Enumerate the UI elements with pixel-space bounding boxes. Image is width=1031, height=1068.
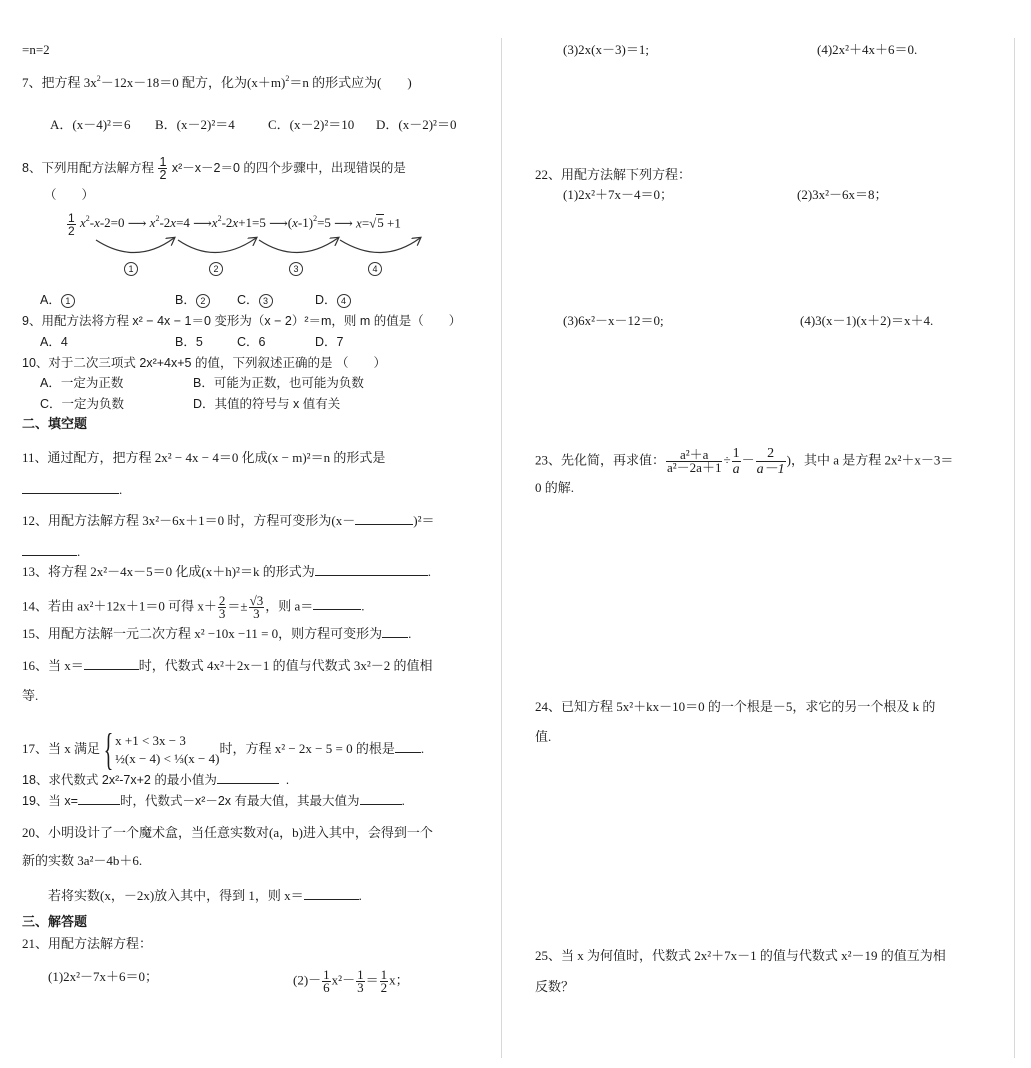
step-1: $x^2-2x=4$: [149, 214, 190, 231]
question-18: 18、求代数式 2x²-7x+2 的最小值为 .: [22, 773, 290, 787]
q8-text-a: 下列用配方法解方程: [41, 160, 154, 175]
q7-option-a[interactable]: A．(x－4)²＝6: [50, 117, 131, 132]
q19-blank-2[interactable]: [360, 792, 402, 805]
q14-frac-sqrt: $\frac{√3}{3}$: [249, 593, 264, 621]
question-7: [22, 75, 412, 91]
step-3: $(x-1)^2=5$: [287, 214, 331, 231]
question-22: 22、用配方法解下列方程：: [535, 167, 692, 182]
q9-option-a[interactable]: A．4: [40, 335, 68, 349]
question-24-line1: 24、已知方程 5x²＋kx－10＝0 的一个根是－5，求它的另一个根及 k 的: [535, 699, 936, 714]
section-3-title: 三、解答题: [22, 915, 88, 930]
q23-tail: 0 的解.: [535, 480, 575, 495]
step-4: x=√5 +1: [356, 215, 401, 231]
q21-part-3: (3)2x(x－3)＝1;: [563, 42, 649, 57]
q16-blank[interactable]: [84, 657, 139, 670]
q14-frac: $\frac{2}{3}$: [218, 593, 226, 621]
q6-tail: =n=2: [22, 42, 50, 57]
section-2-title: 二、填空题: [22, 417, 88, 432]
q8-steps-row: [66, 212, 401, 237]
question-13: 13、将方程 2x²－4x－5＝0 化成(x＋h)²＝k 的形式为 .: [22, 564, 431, 579]
q8-paren: （ ）: [44, 188, 95, 202]
q21-part-1: (1)2x²－7x＋6＝0；: [48, 969, 159, 984]
question-8: [22, 156, 406, 181]
q22-part-3: (3)6x²－x－12＝0;: [563, 313, 664, 328]
q8-number: 8、: [22, 160, 42, 175]
question-15: 15、用配方法解一元二次方程 x² −10x −11 = 0，则方程可变形为 .: [22, 626, 412, 641]
q7-text-b: －12x－18＝0 配方，化为(x＋m): [100, 75, 286, 90]
q7-option-b[interactable]: B．(x－2)²＝4: [155, 117, 235, 132]
question-20-line3: 若将实数(x，－2x)放入其中，得到 1，则 x＝ .: [48, 888, 362, 903]
question-21: 21、用配方法解方程：: [22, 936, 153, 951]
q11-answer: .: [22, 481, 122, 498]
q9-options: [40, 334, 343, 350]
q22-part-2: (2)3x²－6x＝8；: [797, 187, 888, 202]
q14-blank[interactable]: [313, 597, 361, 610]
q23-frac-1: $\frac{\text{a²＋a}}{\text{a²－2a＋1}}$: [667, 447, 722, 475]
q7-number: 7、: [22, 75, 42, 90]
question-9: 9、用配方法将方程 x² − 4x − 1＝0 变形为（x − 2）²＝m，则 m 的值是（ ）: [22, 314, 462, 328]
q7-sup2: 2: [285, 74, 290, 83]
q12-answer: .: [22, 543, 80, 560]
q8-step-diagram: [66, 212, 466, 280]
q7-text-a: 把方程 3x: [41, 75, 97, 90]
question-23: 23、先化简，再求值： $\frac{\text{a²＋a}}{\text{a²－2a＋1}}$ ÷ $\frac{1}{a}$ － $\frac{2}{a-1}$ )，其中 a 是方程 2x²＋x－3＝: [535, 446, 954, 477]
q21-part-4: (4)2x²＋4x＋6＝0.: [817, 42, 918, 57]
question-16: 16、当 x＝ 时，代数式 4x²＋2x－1 的值与代数式 3x²－2 的值相: [22, 658, 433, 673]
page-right-edge: [1014, 38, 1015, 1058]
question-25-line1: 25、当 x 为何值时，代数式 2x²＋7x－1 的值与代数式 x²－19 的值互为相: [535, 948, 946, 963]
question-17: 17、当 x 满足{ x +1 < 3x − 3 ½(x − 4) < ⅓(x − 4) 时，方程 x² − 2x − 5 = 0 的根是 .: [22, 725, 425, 774]
question-24-line2: 值.: [535, 729, 552, 744]
q8-option-b[interactable]: B． 2: [175, 292, 237, 308]
q9-option-b[interactable]: B．5: [175, 335, 203, 349]
question-20-line1: 20、小明设计了一个魔术盒，当任意实数对(a，b)进入其中，会得到一个: [22, 825, 433, 840]
arrow-icon: ⟶: [127, 215, 147, 231]
q7-option-c[interactable]: C．(x－2)²＝10: [268, 117, 355, 132]
question-14: 14、若由 ax²＋12x＋1＝0 可得 x＋ $\frac{2}{3}$ ＝± $\frac{√3}{3}$ ，则 a＝ .: [22, 593, 365, 621]
q22-part-4: (4)3(x－1)(x＋2)＝x＋4.: [800, 313, 934, 328]
arrow-icon: ⟶: [269, 215, 288, 231]
arrow-icon: ⟶: [193, 215, 212, 231]
q8-text-b: x²－x－2＝0 的四个步骤中，出现错误的是: [171, 160, 406, 175]
q17-inequality-system: x +1 < 3x − 3 ½(x − 4) < ⅓(x − 4): [115, 733, 220, 766]
q10-option-b[interactable]: B．可能为正数，也可能为负数: [193, 376, 364, 390]
question-10: 10、对于二次三项式 2x²+4x+5 的值，下列叙述正确的是 （ ）: [22, 356, 386, 370]
q20-blank[interactable]: [304, 887, 359, 900]
q9-option-c[interactable]: C．6: [237, 335, 266, 349]
q13-blank[interactable]: [315, 563, 428, 576]
q7-sup: 2: [96, 74, 101, 83]
q12-blank-1[interactable]: [355, 512, 413, 525]
q18-blank[interactable]: [217, 771, 279, 784]
q22-part-1: (1)2x²＋7x－4＝0；: [563, 187, 674, 202]
q10-option-c[interactable]: C．一定为负数: [40, 397, 125, 411]
q8-fraction: $\frac{1}{2}$: [159, 155, 167, 182]
step-0: $x^2-x-2=0$: [79, 214, 125, 231]
q7-text-c: ＝n 的形式应为( ): [289, 75, 412, 90]
step-label-2: 2: [209, 262, 223, 276]
question-25-line2: 反数？: [535, 979, 575, 994]
q11-blank[interactable]: [22, 481, 119, 494]
q23-frac-2: $\frac{1}{a}$: [732, 446, 740, 477]
q7-options: [50, 117, 456, 133]
step-label-4: 4: [368, 262, 382, 276]
step-0-frac: $\frac{1}{2}$: [68, 211, 75, 238]
q21-part-2: (2)－ $\frac{1}{6}$ x²－ $\frac{1}{3}$ ＝ $\frac{1}{2}$ x；: [293, 967, 409, 995]
q8-options: [40, 292, 351, 308]
q23-frac-3: $\frac{2}{a-1}$: [756, 446, 785, 477]
q19-blank-1[interactable]: [78, 792, 120, 805]
q10-options-row2: [40, 396, 340, 412]
q17-blank[interactable]: [395, 740, 421, 753]
q12-blank-2[interactable]: [22, 543, 77, 556]
question-11: 11、通过配方，把方程 2x² − 4x − 4＝0 化成(x − m)²＝n 的形式是: [22, 450, 386, 465]
step-2: $x^2-2x+1=5$: [211, 214, 266, 231]
arrow-icon: ⟶: [334, 215, 353, 231]
question-19: 19、当 x= 时，代数式－x²－2x 有最大值，其最大值为 .: [22, 794, 406, 808]
column-divider: [501, 38, 502, 1058]
q10-options-row1: [40, 375, 364, 391]
q10-option-a[interactable]: A．一定为正数: [40, 376, 124, 390]
q8-option-d[interactable]: D． 4: [315, 293, 351, 307]
q8-option-c[interactable]: C． 3: [237, 292, 315, 308]
step-label-3: 3: [289, 262, 303, 276]
question-20-line2: 新的实数 3a²－4b＋6.: [22, 853, 143, 868]
q9-option-d[interactable]: D．7: [315, 335, 344, 349]
q7-option-d[interactable]: D．(x－2)²＝0: [376, 117, 457, 132]
q16-tail: 等.: [22, 688, 39, 703]
step-label-1: 1: [124, 262, 138, 276]
q8-option-a[interactable]: A． 1: [40, 292, 175, 308]
q10-option-d[interactable]: D．其值的符号与 x 值有关: [193, 397, 341, 411]
q15-blank[interactable]: [382, 625, 408, 638]
brace-icon: {: [103, 725, 114, 774]
question-12: 12、用配方法解方程 3x²－6x＋1＝0 时，方程可变形为(x－ )²＝: [22, 513, 435, 528]
